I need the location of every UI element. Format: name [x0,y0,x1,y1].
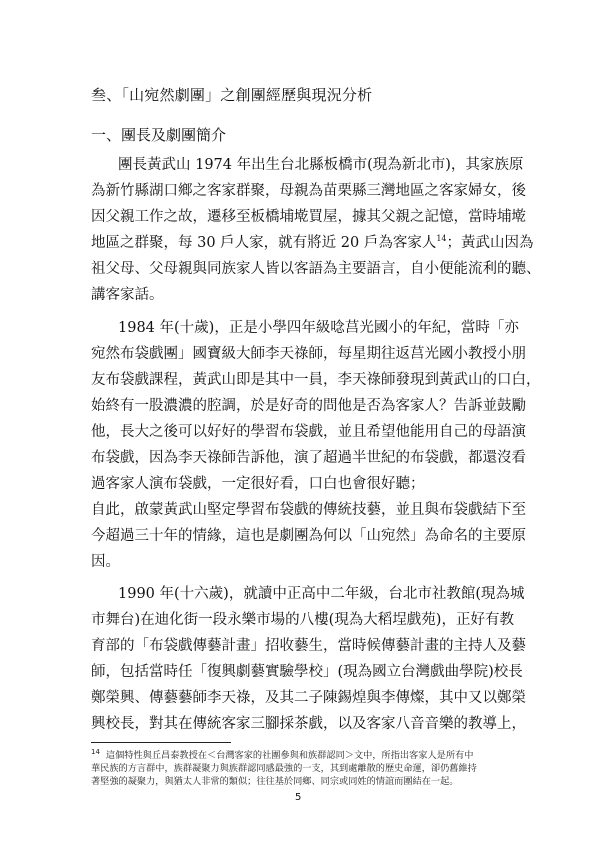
paragraph-line: 團長黃武山 1974 年出生台北縣板橋市(現為新北市)，其家族原 [118,157,524,173]
paragraph-line: 1984 年(十歲)，正是小學四年級唸莒光國小的年紀，當時「亦 [118,320,519,336]
footnote-reference[interactable]: 14 [436,234,447,244]
page-number: 5 [295,792,302,803]
footnote-line: 著堅強的凝聚力，與猶太人非常的類似；往往基於同鄉、同宗或同姓的情誼而團結在一起。 [91,776,459,787]
footnote-text: 這個特性與丘昌泰教授在＜台灣客家的社團參與和族群認同＞文中，所指出客家人是所有中 [105,750,474,761]
paragraph-line: 因父親工作之故，遷移至板橋埔墘買屋，據其父親之記憶，當時埔墘 [91,209,526,225]
paragraph-line: 育部的「布袋戲傳藝計畫」招收藝生，當時候傳藝計畫的主持人及藝 [91,638,526,654]
paragraph-line: 1990 年(十六歲)，就讀中正高中二年級，台北市社教館(現為城 [118,586,525,602]
paragraph-text: ；黃武山因為 [446,235,534,251]
paragraph-line [91,234,534,252]
footnote-line [91,749,516,762]
paragraph-line: 因。 [91,554,120,570]
footnote-mark: 14 [91,747,100,756]
paragraph-line: 今超過三十年的情緣，這也是劇團為何以「山宛然」為命名的主要原 [91,528,526,544]
paragraph-line: 祖父母、父母親與同族家人皆以客語為主要語言，自小便能流利的聽、 [91,261,541,277]
paragraph-text: 地區之群聚，每 30 戶人家，就有將近 20 戶為客家人 [91,235,437,251]
paragraph-line: 布袋戲，因為李天祿師告訴他，演了超過半世紀的布袋戲，都還沒看 [91,450,526,466]
paragraph-line: 講客家話。 [91,287,164,303]
paragraph-line: 師，包括當時任「復興劇藝實驗學校」(現為國立台灣戲曲學院)校長 [91,664,523,680]
section-heading: 叁、「山宛然劇團」之創團經歷與現況分析 [91,86,373,104]
paragraph-line: 宛然布袋戲團」國寶級大師李天祿師，每星期往返莒光國小教授小朋 [91,346,526,362]
paragraph-line: 過客家人演布袋戲，一定很好看，口白也會很好聽； [91,476,425,492]
paragraph-line: 興校長，對其在傳統客家三腳採茶戲，以及客家八音音樂的教導上， [91,716,526,732]
paragraph-line: 自此，啟蒙黃武山堅定學習布袋戲的傳統技藝，並且與布袋戲結下至 [91,502,526,518]
subsection-heading: 一、團長及劇團簡介 [91,126,227,144]
paragraph-line: 市舞台)在迪化街一段永樂市場的八樓(現為大稻埕戲苑)，正好有教 [91,612,514,628]
paragraph-line: 為新竹縣湖口鄉之客家群聚，母親為苗栗縣三灣地區之客家婦女，後 [91,183,526,199]
paragraph-line: 始終有一股濃濃的腔調，於是好奇的問他是否為客家人？告訴並鼓勵 [91,398,526,414]
footnote-line: 華民族的方言群中，族群凝聚力與族群認同感最強的一支，其到處離散的歷史命運，卻仍舊維持 [91,763,477,774]
paragraph-line: 友布袋戲課程，黃武山即是其中一員，李天祿師發現到黃武山的口白， [91,372,541,388]
paragraph-line: 鄭榮興、傳藝藝師李天祿，及其二子陳錫煌與李傳燦，其中又以鄭榮 [91,690,526,706]
paragraph-line: 他，長大之後可以好好的學習布袋戲，並且希望他能用自己的母語演 [91,424,526,440]
footnote-divider [91,742,231,743]
